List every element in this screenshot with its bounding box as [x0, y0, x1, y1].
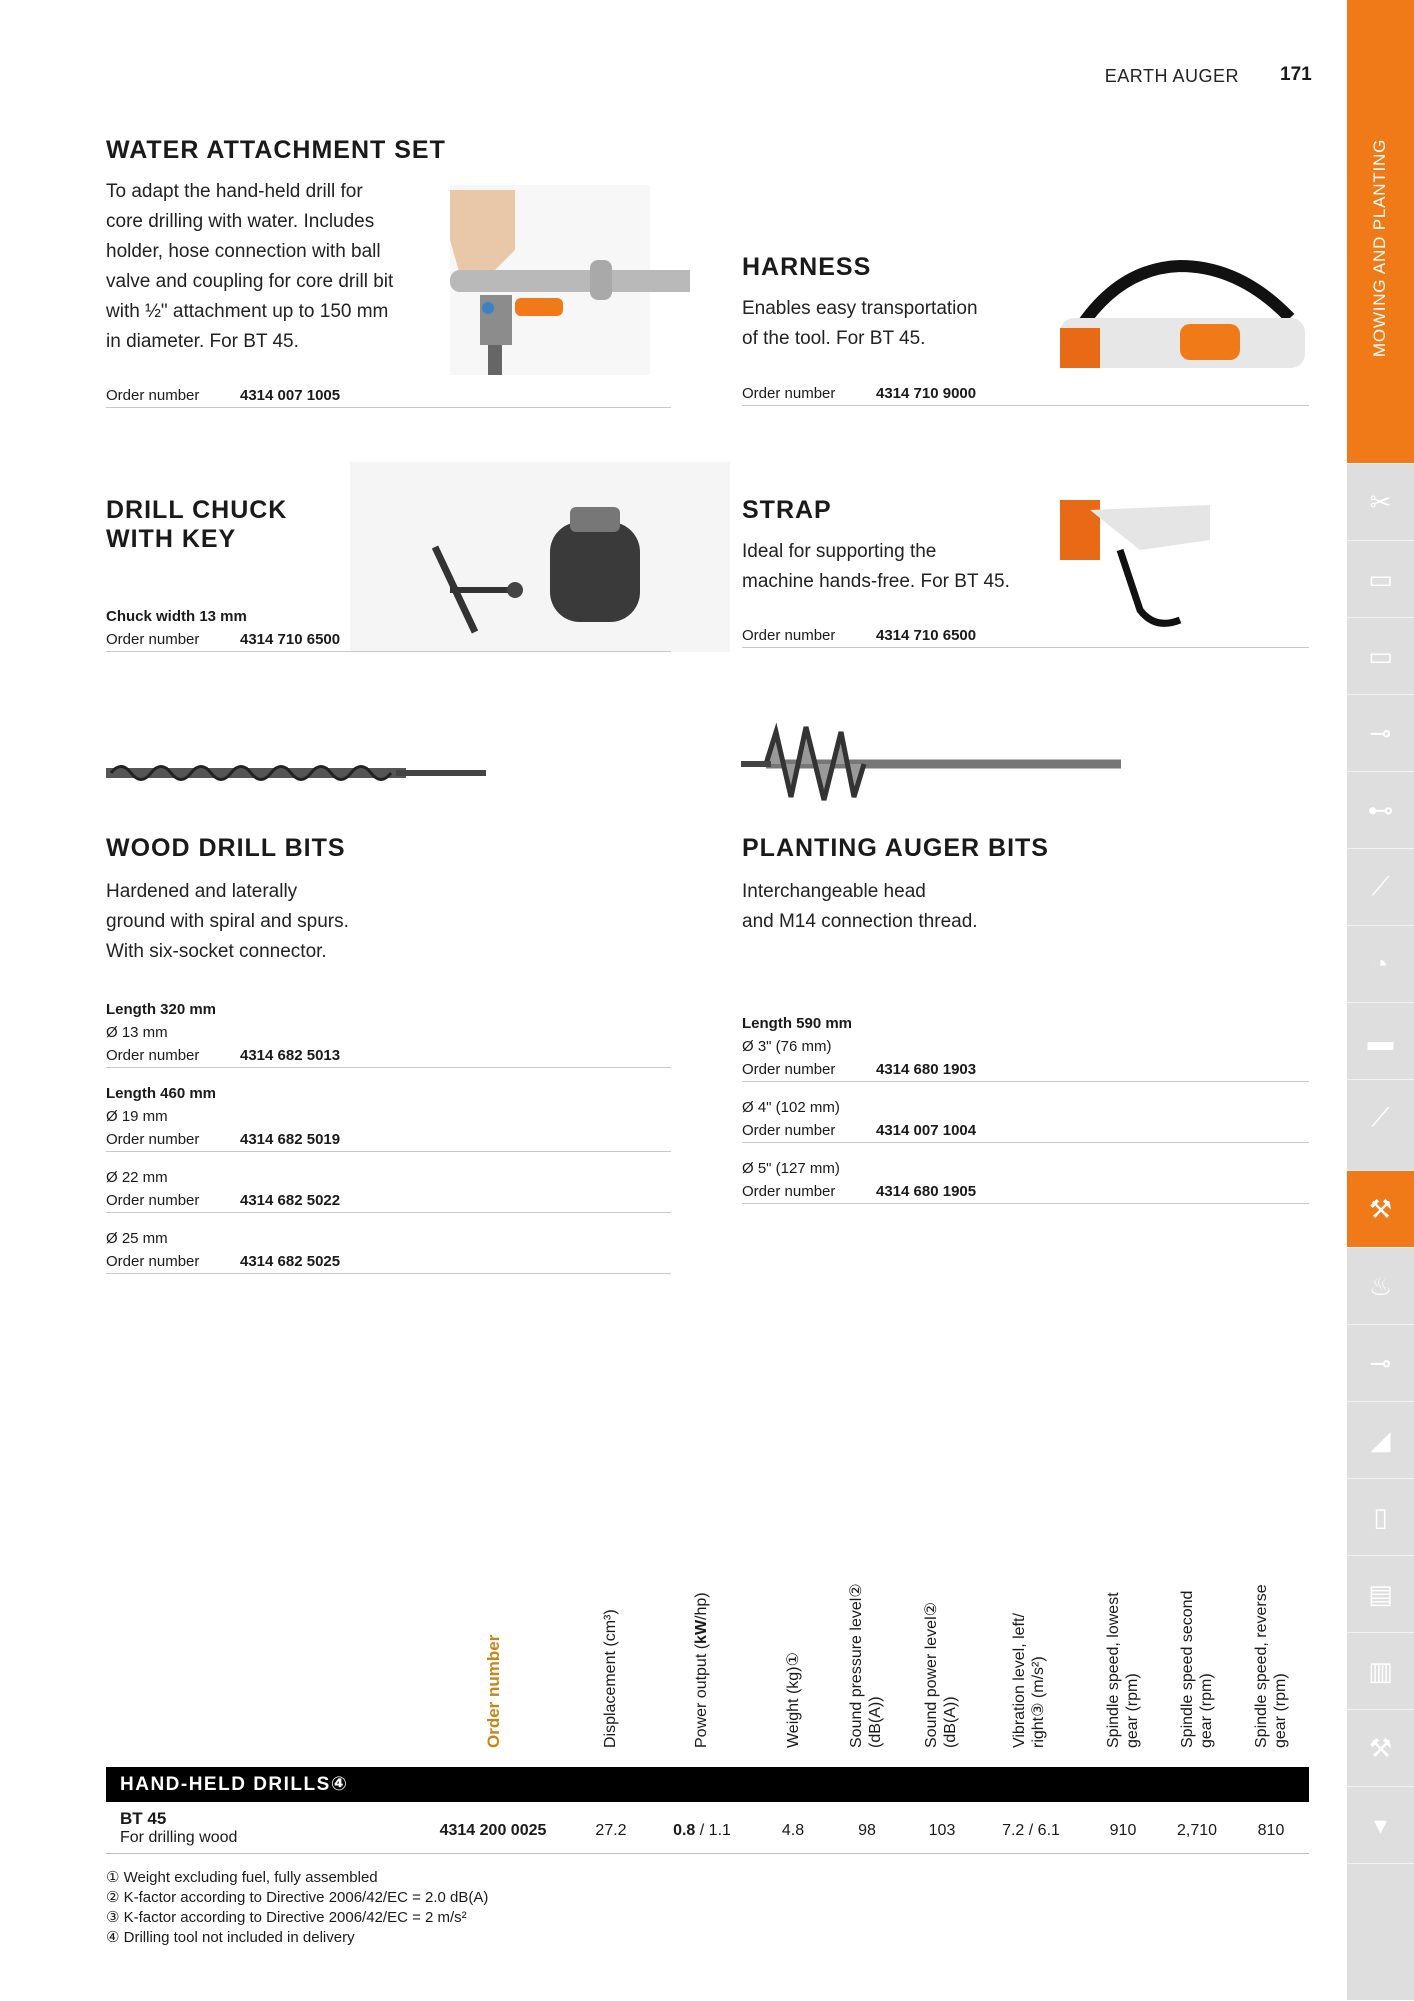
order-label: Order number: [106, 1131, 200, 1148]
auger-bits-title: PLANTING AUGER BITS: [742, 834, 1049, 862]
desc-line: With six-socket connector.: [106, 941, 327, 962]
cell-speed-second: 2,710: [1176, 1822, 1218, 1839]
header-line: right③ (m/s²): [1030, 1656, 1047, 1748]
section-title: EARTH AUGER: [1104, 66, 1239, 86]
order-row: [106, 1128, 671, 1152]
pole-saw-icon[interactable]: ⊷: [1347, 771, 1414, 848]
order-number: 4314 680 1905: [876, 1183, 977, 1200]
header-line: (dB(A)): [942, 1696, 959, 1748]
footnote: ① Weight excluding fuel, fully assembled: [106, 1869, 378, 1886]
footnote: ④ Drilling tool not included in delivery: [106, 1929, 355, 1946]
col-header-speed-reverse: [1252, 1584, 1290, 1748]
variant-diameter: Ø 25 mm: [106, 1230, 168, 1247]
blower-icon[interactable]: ⊸: [1347, 1324, 1414, 1401]
col-header-vibration: [1010, 1613, 1048, 1748]
order-row: [742, 624, 1309, 648]
cell-vibration: 7.2 / 6.1: [1002, 1822, 1060, 1839]
col-header-power: [692, 1592, 711, 1748]
order-number: 4314 007 1004: [876, 1122, 977, 1139]
col-header-order: Order number: [484, 1634, 503, 1748]
cell-speed-lowest: 910: [1109, 1822, 1137, 1839]
variant-length: Length 590 mm: [742, 1015, 853, 1032]
tools-icon[interactable]: ✂: [1347, 463, 1414, 540]
drill-chuck-section: [106, 496, 287, 554]
accessories-icon[interactable]: ▤: [1347, 1555, 1414, 1632]
header-line: gear (rpm): [1124, 1673, 1141, 1748]
order-label: Order number: [106, 1192, 200, 1209]
cell-speed-reverse: 810: [1257, 1822, 1285, 1839]
order-number: 4314 710 6500: [240, 631, 341, 648]
header-line: Sound power level②: [923, 1602, 940, 1748]
order-label: Order number: [742, 385, 836, 402]
wood-bits-title: WOOD DRILL BITS: [106, 834, 346, 862]
desc-line: core drilling with water. Includes: [106, 211, 375, 232]
order-row: [742, 382, 1309, 406]
lawn-mower-icon[interactable]: ▬: [1347, 1002, 1414, 1079]
col-header-displacement: Displacement (cm³): [602, 1609, 619, 1748]
col-header-weight: Weight (kg)①: [785, 1652, 802, 1748]
wood-bits-variants: [106, 998, 671, 1274]
harness-image: [1060, 258, 1305, 368]
order-label: Order number: [106, 631, 200, 648]
drill-chuck-image: [350, 462, 730, 652]
order-label: Order number: [106, 1047, 200, 1064]
desc-line: Enables easy transportation: [742, 298, 978, 319]
shredder-icon[interactable]: ◢: [1347, 1401, 1414, 1478]
chuck-spec: Chuck width 13 mm: [106, 608, 247, 625]
category-sidebar: [1347, 0, 1414, 2000]
desc-line: of the tool. For BT 45.: [742, 328, 926, 349]
col-header-sound-power: [922, 1602, 960, 1748]
order-label: Order number: [106, 1253, 200, 1270]
earth-auger-icon[interactable]: ⚒: [1347, 1170, 1414, 1247]
order-number: 4314 680 1903: [876, 1061, 977, 1078]
cut-off-saw-icon[interactable]: ◔: [1347, 925, 1414, 1002]
wood-drill-bit-image: [106, 758, 486, 788]
planting-auger-bit-image: [736, 722, 1126, 807]
jacket-icon[interactable]: ▥: [1347, 1632, 1414, 1709]
footnote: ② K-factor according to Directive 2006/42/EC = 2.0 dB(A): [106, 1889, 489, 1906]
order-row: [742, 1119, 1309, 1143]
table-row: [106, 1803, 1309, 1854]
order-label: Order number: [742, 1183, 836, 1200]
desc-line: To adapt the hand-held drill for: [106, 181, 363, 202]
order-row: [106, 1044, 671, 1068]
power-text-c: /hp): [693, 1592, 710, 1620]
battery-pack-icon[interactable]: ▭: [1347, 617, 1414, 694]
cell-displacement: 27.2: [595, 1822, 627, 1839]
tshirt-icon[interactable]: ▾: [1347, 1786, 1414, 1863]
order-number: 4314 682 5019: [240, 1131, 341, 1148]
sidebar-category-label: MOWING AND PLANTING: [1370, 138, 1389, 358]
desc-line: and M14 connection thread.: [742, 911, 978, 932]
power-kw: 0.8: [673, 1822, 696, 1839]
water-attachment-title: WATER ATTACHMENT SET: [106, 136, 446, 164]
footnote: ③ K-factor according to Directive 2006/42/EC = 2 m/s²: [106, 1909, 467, 1926]
sprayer-icon[interactable]: ♨: [1347, 1247, 1414, 1324]
order-label: Order number: [742, 1061, 836, 1078]
axe-icon[interactable]: ⚒: [1347, 1709, 1414, 1786]
page-number: 171: [1280, 64, 1312, 85]
variant-length: Length 460 mm: [106, 1085, 217, 1102]
col-header-speed-lowest: [1104, 1592, 1142, 1748]
order-number: 4314 007 1005: [240, 387, 341, 404]
model-name: BT 45: [120, 1809, 167, 1828]
variant-diameter: Ø 22 mm: [106, 1169, 168, 1186]
footnotes: [106, 1868, 488, 1948]
variant-diameter: Ø 3" (76 mm): [742, 1038, 832, 1055]
desc-line: with ½" attachment up to 150 mm: [106, 301, 389, 322]
desc-line: machine hands-free. For BT 45.: [742, 571, 1010, 592]
desc-line: valve and coupling for core drill bit: [106, 271, 394, 292]
smartphone-icon[interactable]: ▯: [1347, 1478, 1414, 1555]
variant-diameter: Ø 4" (102 mm): [742, 1099, 840, 1116]
order-row: [106, 1189, 671, 1213]
table-group-header: [106, 1767, 1309, 1802]
header-line: gear (rpm): [1198, 1673, 1215, 1748]
header-line: Spindle speed, lowest: [1105, 1592, 1122, 1748]
title-line: WITH KEY: [106, 525, 237, 553]
order-label: Order number: [742, 627, 836, 644]
power-hp: / 1.1: [699, 1822, 731, 1839]
order-number: 4314 682 5022: [240, 1192, 341, 1209]
order-row: [742, 1180, 1309, 1204]
desc-line: ground with spiral and spurs.: [106, 911, 349, 932]
header-line: (dB(A)): [867, 1696, 884, 1748]
trimmer-icon[interactable]: ⟋: [1347, 1079, 1414, 1156]
desc-line: in diameter. For BT 45.: [106, 331, 299, 352]
power-text-a: Power output (: [693, 1643, 710, 1748]
order-row: [106, 1250, 671, 1274]
order-row: [106, 628, 671, 652]
header-line: gear (rpm): [1272, 1673, 1289, 1748]
wood-bits-section: [106, 834, 349, 967]
strap-section: [742, 496, 1010, 597]
group-label: HAND-HELD DRILLS④: [120, 1774, 349, 1795]
harness-section: [742, 253, 978, 354]
order-number: 4314 682 5013: [240, 1047, 341, 1064]
cell-sound-pressure: 98: [858, 1822, 876, 1839]
header-line: Spindle speed, reverse: [1253, 1584, 1270, 1748]
cell-weight: 4.8: [781, 1822, 805, 1839]
desc-line: Ideal for supporting the: [742, 541, 937, 562]
desc-line: Interchangeable head: [742, 881, 926, 902]
variant-length: Length 320 mm: [106, 1001, 217, 1018]
desc-line: holder, hose connection with ball: [106, 241, 381, 262]
col-header-speed-second: [1178, 1591, 1216, 1748]
header-line: Spindle speed second: [1179, 1590, 1196, 1748]
cell-order-number: 4314 200 0025: [439, 1822, 547, 1839]
variant-diameter: Ø 5" (127 mm): [742, 1160, 840, 1177]
variant-diameter: Ø 13 mm: [106, 1024, 168, 1041]
order-number: 4314 710 6500: [876, 627, 977, 644]
order-label: Order number: [742, 1122, 836, 1139]
brushcutter-icon[interactable]: ⟋: [1347, 848, 1414, 925]
model-description: For drilling wood: [120, 1829, 238, 1846]
strap-title: STRAP: [742, 496, 832, 524]
variant-diameter: Ø 19 mm: [106, 1108, 168, 1125]
order-number: 4314 710 9000: [876, 385, 977, 402]
water-attachment-image: [420, 180, 690, 380]
cell-power: [673, 1822, 731, 1840]
col-header-sound-pressure: [847, 1583, 885, 1748]
auger-bits-section: [742, 834, 1049, 937]
battery-icon[interactable]: ▭: [1347, 540, 1414, 617]
drill-chuck-title: [106, 496, 287, 554]
auger-bits-variants: [742, 1012, 1309, 1204]
order-number: 4314 682 5025: [240, 1253, 341, 1270]
power-text-b: kW: [693, 1619, 710, 1644]
harness-title: HARNESS: [742, 253, 872, 281]
order-row: [742, 1058, 1309, 1082]
water-attachment-section: [106, 136, 446, 357]
sidebar-empty-tab: [1347, 1863, 1414, 2001]
order-row: [106, 384, 671, 408]
title-line: DRILL CHUCK: [106, 496, 288, 524]
sidebar-active-category: [1347, 0, 1414, 463]
header-line: Vibration level, left/: [1011, 1613, 1028, 1748]
order-label: Order number: [106, 387, 200, 404]
cell-sound-power: 103: [928, 1822, 956, 1839]
header-line: Sound pressure level②: [848, 1583, 865, 1748]
chainsaw-icon[interactable]: ⊸: [1347, 694, 1414, 771]
desc-line: Hardened and laterally: [106, 881, 298, 902]
